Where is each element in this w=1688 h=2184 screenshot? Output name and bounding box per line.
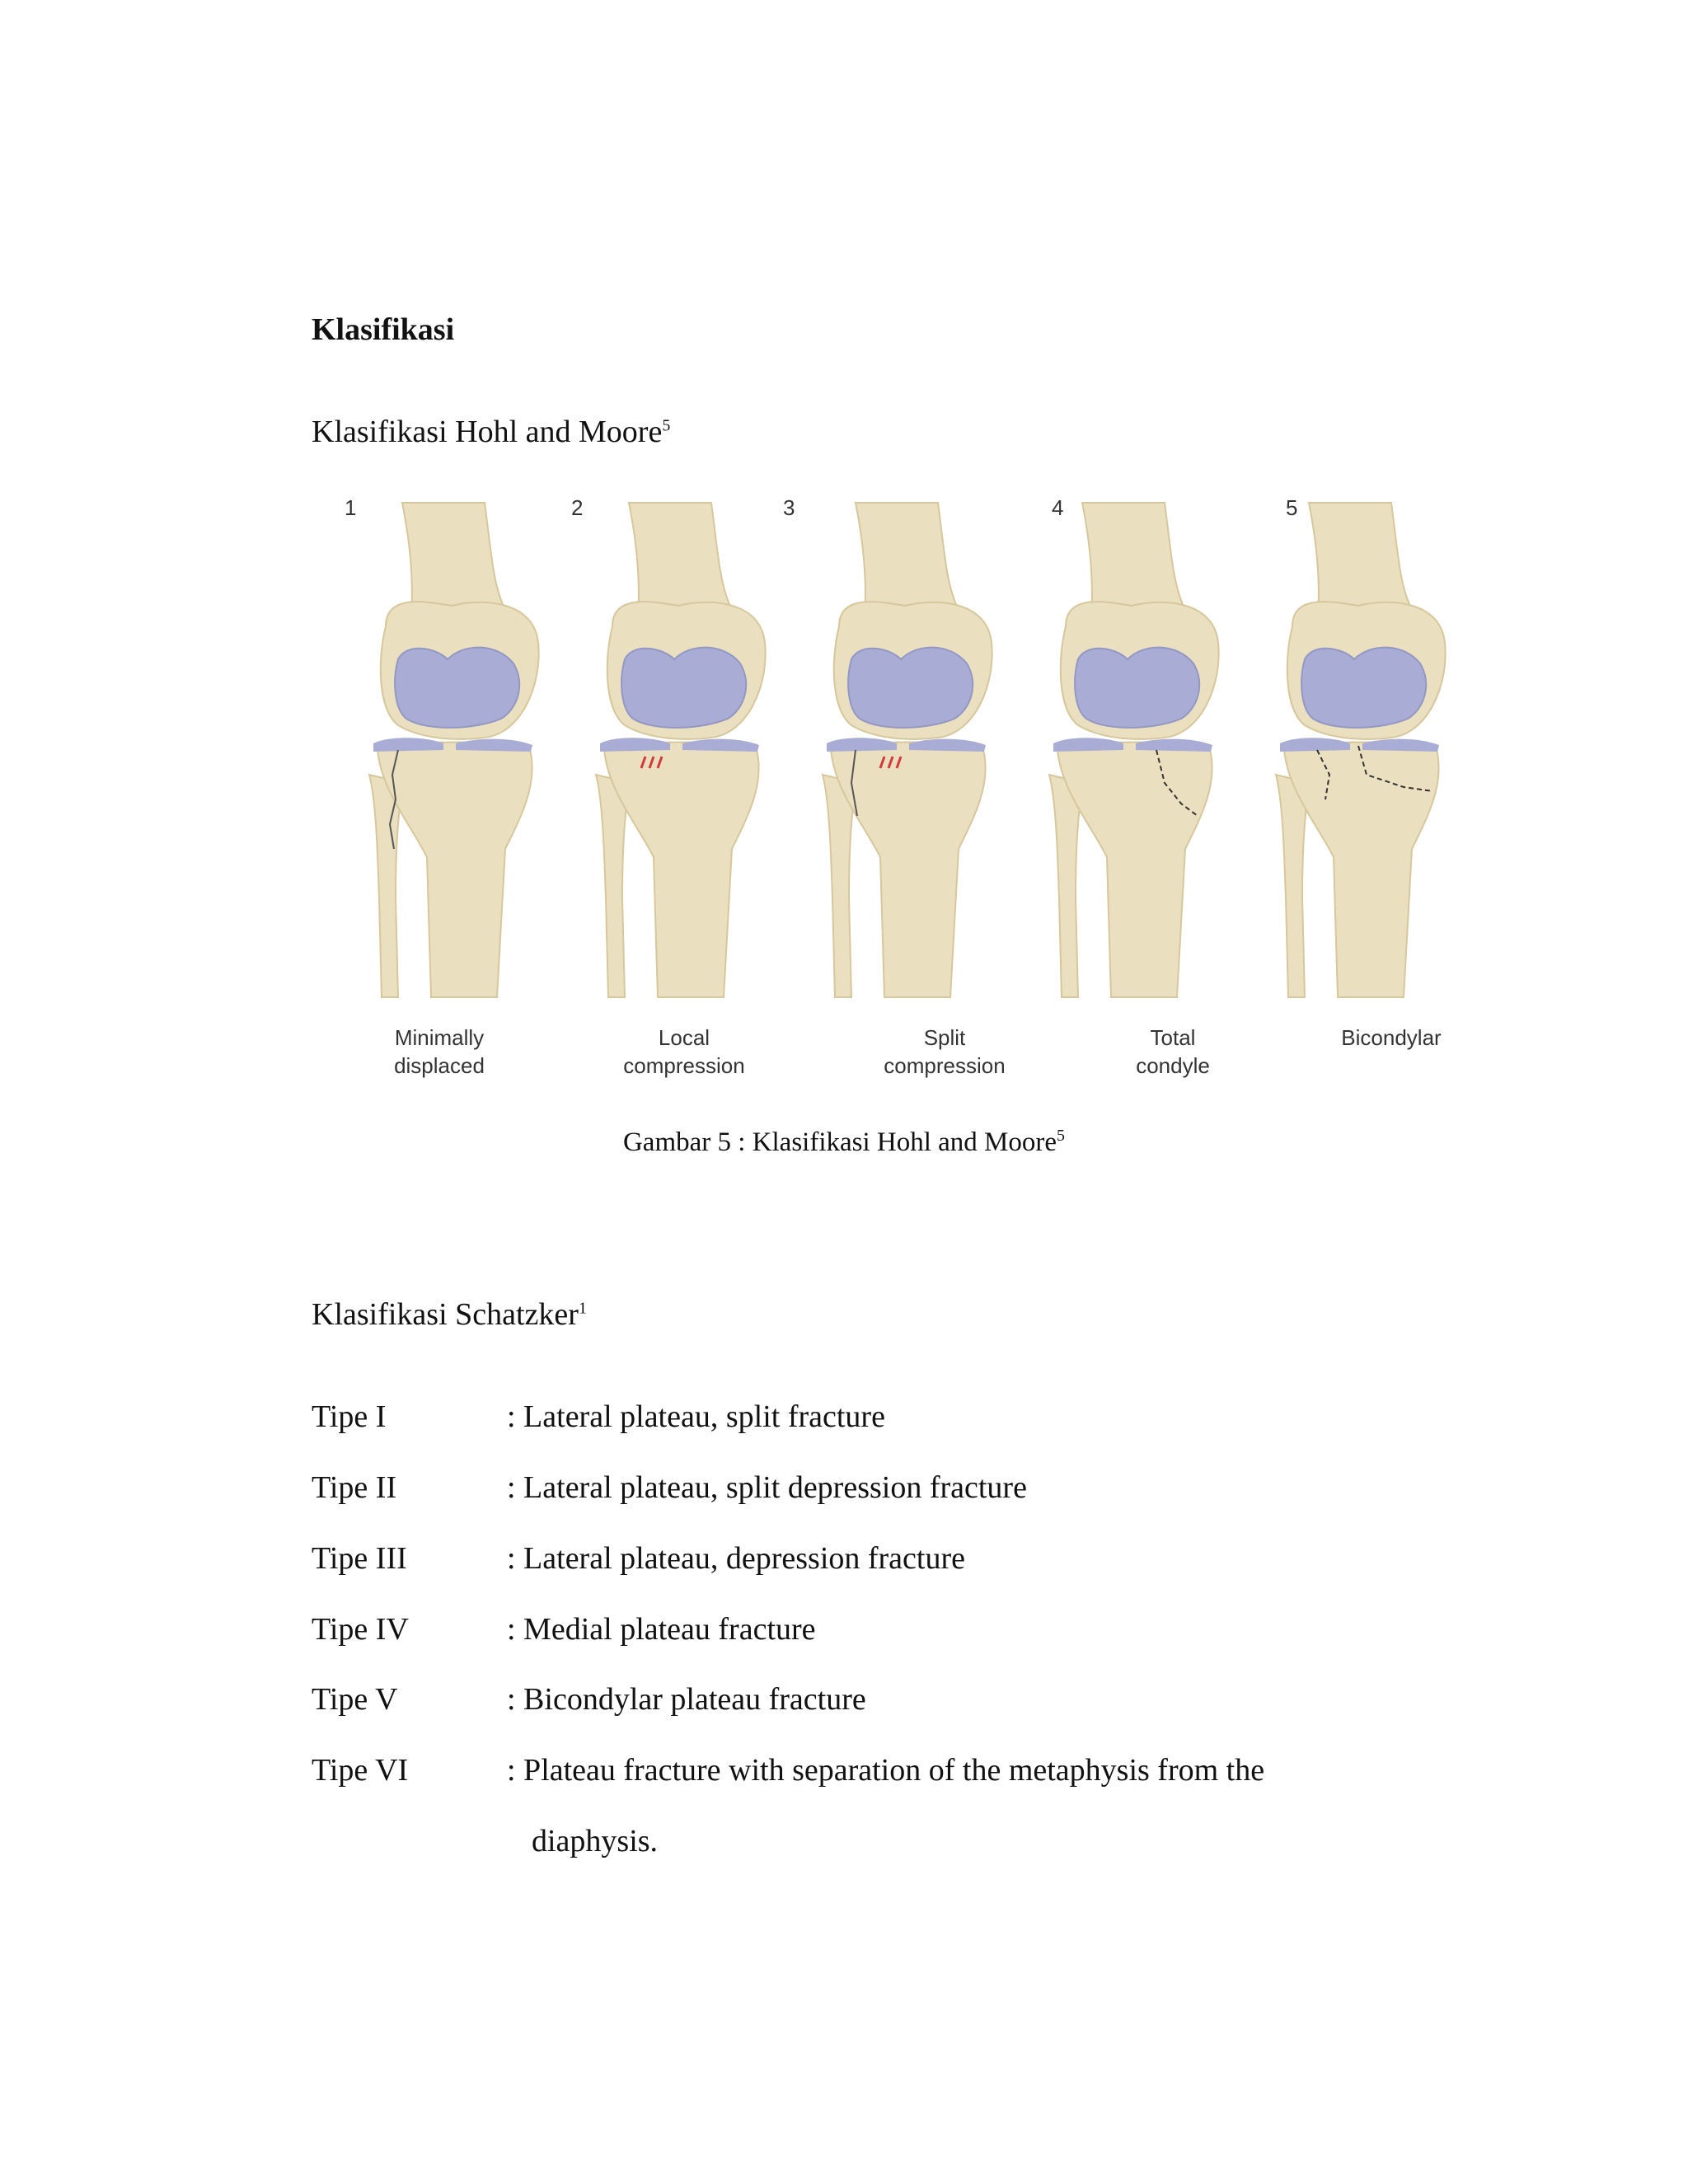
panel-label-4a: Total [1150,1025,1196,1050]
panel-label-1a: Minimally [394,1025,485,1050]
knee-panel-4 [1049,503,1219,997]
figure-caption-ref: 5 [1057,1127,1066,1145]
type-label: Tipe VI [312,1753,409,1788]
figure-caption-text: Gambar 5 : Klasifikasi Hohl and Moore [622,1127,1057,1157]
section-heading: Klasifikasi [312,312,455,347]
knee-fracture-figure [345,486,1498,1088]
type-desc: : Lateral plateau, split fracture [507,1399,885,1434]
panel-num-4: 4 [1052,495,1064,520]
panel-label-1b: displaced [394,1053,485,1078]
type-desc: : Lateral plateau, depression fracture [507,1541,965,1576]
schatzker-ref: 1 [578,1299,587,1318]
panel-label-4b: condyle [1136,1053,1210,1078]
type-label: Tipe V [312,1682,398,1717]
hohl-moore-ref: 5 [662,416,671,435]
panel-label-2b: compression [623,1053,745,1078]
type-label: Tipe II [312,1470,397,1505]
panel-label-5a: Bicondylar [1341,1025,1442,1050]
knee-panel-1 [369,503,539,997]
schatzker-title [312,1296,587,1333]
type-label: Tipe III [312,1541,407,1576]
hohl-moore-title [312,414,670,450]
hohl-moore-title-text: Klasifikasi Hohl and Moore [312,415,663,449]
schatzker-type-6-continuation: diaphysis. [532,1824,659,1858]
panel-num-2: 2 [571,495,584,520]
panel-label-3a: Split [923,1025,966,1050]
type-desc: : Lateral plateau, split depression fracture [507,1470,1027,1505]
panel-label-2a: Local [658,1025,710,1050]
knee-panel-2 [596,503,766,997]
knee-panel-3 [823,503,992,997]
figure-caption [0,1127,1688,1158]
type-label: Tipe I [312,1399,387,1434]
type-desc: : Plateau fracture with separation of the metaphysis from the [507,1753,1265,1788]
type-label: Tipe IV [312,1612,409,1647]
knee-panel-5 [1276,503,1446,997]
panel-num-1: 1 [345,495,357,520]
panel-num-3: 3 [783,495,795,520]
type-desc: : Bicondylar plateau fracture [507,1682,866,1717]
panel-num-5: 5 [1286,495,1298,520]
panel-label-3b: compression [884,1053,1006,1078]
type-desc: : Medial plateau fracture [507,1612,816,1647]
schatzker-title-text: Klasifikasi Schatzker [312,1297,579,1332]
